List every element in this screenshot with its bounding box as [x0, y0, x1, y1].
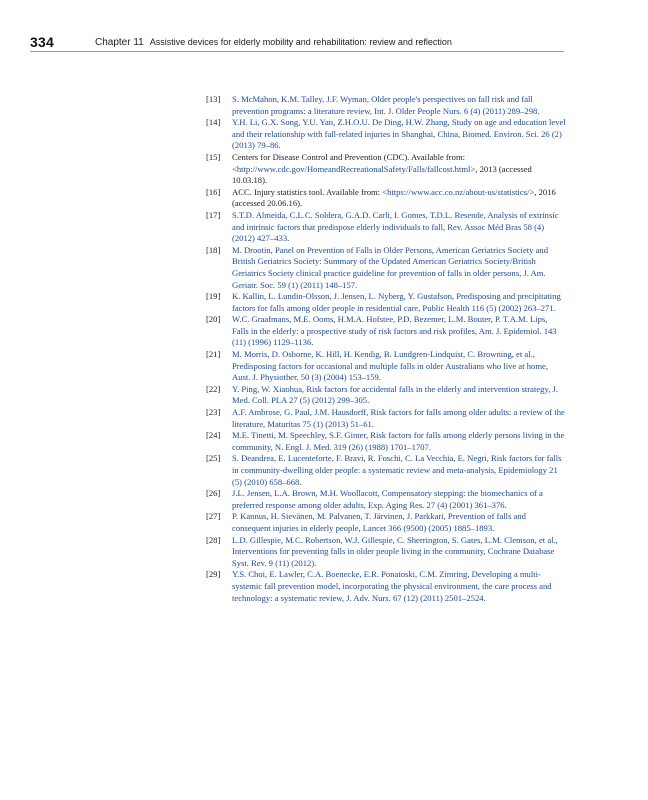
reference-suffix: >, 2016 (accessed 20.06.16).	[232, 186, 556, 209]
reference-text[interactable]: M. Drootin, Panel on Prevention of Falls in Older Persons, American Geriatrics Society and British Geriatrics Society: Summary of the Updated American Geriatrics Society/British Geriatrics Society clinical practice guideline for prevention of falls in older persons, J. Am. Geriatr. Soc. 59 (1) (2011) 148–157.	[232, 244, 549, 290]
reference-url-link[interactable]: http://www.cdc.gov/HomeandRecreationalSafety/Falls/fallcost.html	[236, 163, 471, 174]
reference-number: [13]	[206, 94, 221, 104]
reference-28	[206, 535, 566, 570]
reference-27	[206, 511, 566, 534]
reference-number: [24]	[206, 430, 221, 441]
reference-text[interactable]: Y.H. Li, G.X. Song, Y.U. Yan, Z.H.O.U. De Ding, H.W. Zhang, Study on age and education level and their relationship with fall-related injuries in Shanghai, China, Biomed. Environ. Sci. 26 (2) (2013) 79–86.	[232, 117, 566, 151]
reference-prefix: ACC. Injury statistics tool. Available from: <	[232, 186, 388, 197]
running-head	[95, 37, 452, 48]
reference-text[interactable]: M. Morris, D. Osborne, K. Hill, H. Kendig, B. Lundgren-Lindquist, C. Browning, et al., Predisposing factors for occasional and multiple falls in older Australians who live at home, Aust. J. Physiother. 50 (3) (2004) 153–159.	[232, 349, 548, 383]
reference-number: [18]	[206, 244, 221, 255]
reference-number: [26]	[206, 488, 221, 499]
reference-text[interactable]: S. McMahon, K.M. Talley, J.F. Wyman, Older people's perspectives on fall risk and fall prevention programs: a literature review, Int. J. Older People Nurs. 6 (4) (2011) 289–298.	[232, 94, 540, 116]
reference-13	[206, 94, 566, 117]
reference-text	[232, 187, 566, 210]
reference-15	[206, 152, 566, 187]
reference-text[interactable]: S. Deandrea, E. Lucenteforte, F. Bravi, R. Foschi, C. La Vecchia, E. Negri, Risk factors for falls in community-dwelling older people: a systematic review and meta-analysis, Epidemiology 21 (5) (2010) 658–668.	[232, 453, 562, 487]
reference-20	[206, 314, 566, 349]
reference-text	[232, 152, 566, 187]
page-number: 334	[30, 34, 54, 50]
reference-17	[206, 210, 566, 245]
reference-number: [27]	[206, 511, 221, 522]
chapter-title: Assistive devices for elderly mobility and rehabilitation: review and reflection	[149, 37, 452, 47]
reference-number: [19]	[206, 291, 221, 302]
header-rule	[30, 51, 564, 52]
reference-prefix: Centers for Disease Control and Prevention (CDC). Available from: <	[232, 151, 466, 174]
page-header	[0, 0, 648, 60]
reference-25	[206, 453, 566, 488]
reference-number: [22]	[206, 383, 221, 394]
reference-suffix: >, 2013 (accessed 10.03.18).	[232, 163, 532, 186]
reference-text[interactable]: J.L. Jensen, L.A. Brown, M.H. Woollacott, Compensatory stepping: the biomechanics of a preferred response among older adults, Exp. Aging Res. 27 (4) (2001) 361–376.	[232, 488, 543, 510]
reference-22	[206, 384, 566, 407]
reference-number: [15]	[206, 151, 221, 162]
reference-14	[206, 117, 566, 152]
reference-text[interactable]: K. Kallin, L. Lundin-Olsson, J. Jensen, L. Nyberg, Y. Gustafson, Predisposing and precipitating factors for falls among older people in residential care, Public Health 116 (5) (2002) 263–271.	[232, 291, 561, 313]
reference-24	[206, 430, 566, 453]
chapter-label: Chapter 11	[95, 37, 144, 48]
reference-number: [21]	[206, 349, 221, 360]
reference-number: [28]	[206, 534, 221, 545]
reference-18	[206, 245, 566, 291]
reference-number: [16]	[206, 186, 221, 197]
reference-list	[206, 94, 566, 604]
reference-29	[206, 569, 566, 604]
reference-number: [20]	[206, 314, 221, 325]
reference-text[interactable]: S.T.D. Almeida, C.L.C. Soldera, G.A.D. Carli, I. Gomes, T.D.L. Resende, Analysis of extrinsic and intrinsic factors that predispose elderly individuals to fall, Rev. Assoc Méd Bras 58 (4) (2012) 427–433.	[232, 209, 559, 244]
reference-url-link[interactable]: https://www.acc.co.nz/about-us/statistics/	[387, 186, 530, 197]
reference-23	[206, 407, 566, 430]
reference-text[interactable]: W.C. Graafmans, M.E. Ooms, H.M.A. Hofstee, P.D. Bezemer, L.M. Bouter, P. T.A.M. Lips, Falls in the elderly: a prospective study of risk factors and risk profiles, Am. J. Epidemiol. 143 (11) (1996) 1129–1136.	[232, 314, 557, 348]
reference-text[interactable]: Y. Ping, W. Xiaohua, Risk factors for accidental falls in the elderly and intervention strategy, J. Med. Coll. PLA 27 (5) (2012) 299–305.	[232, 383, 559, 406]
reference-26	[206, 488, 566, 511]
reference-number: [23]	[206, 407, 221, 418]
reference-text[interactable]: P. Kannus, H. Sievänen, M. Palvanen, T. Järvinen, J. Parkkari, Prevention of falls and consequent injuries in elderly people, Lancet 366 (9500) (2005) 1885–1893.	[232, 511, 526, 533]
reference-text[interactable]: M.E. Tinetti, M. Speechley, S.F. Ginter, Risk factors for falls among elderly persons living in the community, N. Engl. J. Med. 319 (26) (1988) 1701–1707.	[232, 430, 565, 452]
reference-number: [14]	[206, 117, 221, 128]
reference-16	[206, 187, 566, 210]
reference-21	[206, 349, 566, 384]
reference-text[interactable]: Y.S. Choi, E. Lawler, C.A. Boenecke, E.R. Ponatoski, C.M. Zimring, Developing a multi-systemic fall prevention model, incorporating the physical environment, the care process and technology: a systematic review, J. Adv. Nurs. 67 (12) (2011) 2501–2524.	[232, 569, 552, 603]
reference-text[interactable]: L.D. Gillespie, M.C. Robertson, W.J. Gillespie, C. Sherrington, S. Gates, L.M. Clemson, et al., Interventions for preventing falls in older people living in the community, Cochrane Database Syst. Rev. 9 (11) (2012).	[232, 534, 558, 568]
reference-number: [29]	[206, 569, 221, 580]
reference-text[interactable]: A.F. Ambrose, G. Paul, J.M. Hausdorff, Risk factors for falls among older adults: a review of the literature, Maturitas 75 (1) (2013) 51–61.	[232, 407, 565, 429]
reference-number: [25]	[206, 453, 221, 464]
reference-number: [17]	[206, 209, 221, 220]
reference-19	[206, 291, 566, 314]
